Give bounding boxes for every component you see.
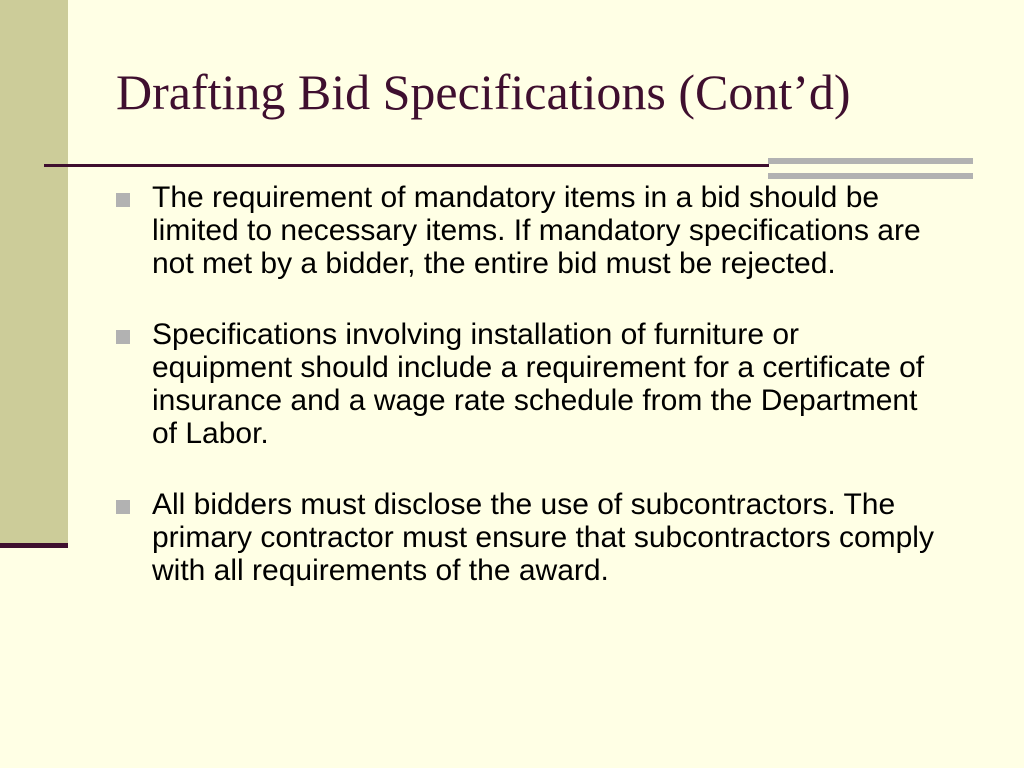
square-bullet-icon bbox=[116, 330, 130, 344]
bullet-text: All bidders must disclose the use of subcontractors. The primary contractor must ensure that subcontractors comply with all requirements of the award. bbox=[152, 488, 934, 587]
left-band-divider bbox=[0, 543, 68, 548]
bullet-list bbox=[116, 181, 946, 625]
bullet-item bbox=[116, 181, 946, 280]
bullet-item bbox=[116, 488, 946, 587]
left-decorative-band bbox=[0, 0, 68, 543]
title-accent-bars bbox=[768, 158, 973, 179]
bullet-text: Specifications involving installation of furniture or equipment should include a requirement for a certificate of insurance and a wage rate schedule from the Department of Labor. bbox=[152, 318, 925, 450]
title-underline bbox=[44, 164, 769, 167]
square-bullet-icon bbox=[116, 193, 130, 207]
bullet-text: The requirement of mandatory items in a bid should be limited to necessary items. If mandatory specifications are not met by a bidder, the entire bid must be rejected. bbox=[152, 181, 921, 280]
accent-bar-top bbox=[768, 158, 973, 164]
slide-title: Drafting Bid Specifications (Cont’d) bbox=[116, 64, 851, 120]
square-bullet-icon bbox=[116, 500, 130, 514]
bullet-item bbox=[116, 318, 946, 450]
accent-bar-bottom bbox=[768, 173, 973, 179]
